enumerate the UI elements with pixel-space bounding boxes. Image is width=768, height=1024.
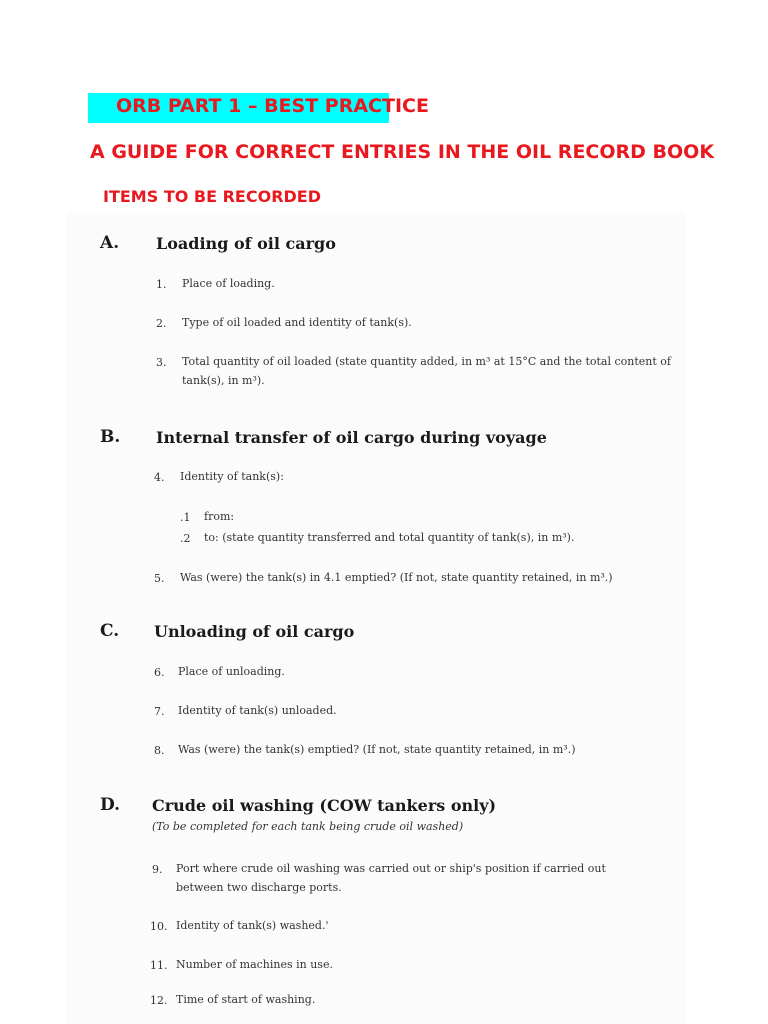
item-number: 4. — [154, 471, 165, 484]
item-number: 11. — [150, 959, 168, 972]
item-number: 3. — [156, 356, 167, 369]
item-text: Identity of tank(s) unloaded. — [178, 704, 337, 717]
item-text: Identity of tank(s): — [180, 470, 284, 483]
section-d-subtitle: (To be completed for each tank being crude oil washed) — [152, 820, 464, 833]
item-text: Place of unloading. — [178, 665, 285, 678]
section-a-title: Loading of oil cargo — [156, 234, 336, 253]
subitem-number: .2 — [180, 532, 191, 545]
section-d-letter: D. — [100, 795, 121, 815]
section-b-letter: B. — [100, 427, 121, 447]
item-text: Time of start of washing. — [176, 993, 316, 1006]
scanned-document — [66, 212, 686, 1024]
item-number: 9. — [152, 863, 163, 876]
page-title: ORB PART 1 – BEST PRACTICE — [116, 95, 429, 117]
item-number: 8. — [154, 744, 165, 757]
subitem-text: from: — [204, 510, 235, 523]
section-d-title: Crude oil washing (COW tankers only) — [152, 796, 497, 815]
guide-heading: A GUIDE FOR CORRECT ENTRIES IN THE OIL RECORD BOOK — [90, 141, 715, 163]
item-number: 5. — [154, 572, 165, 585]
item-text: Identity of tank(s) washed.' — [176, 919, 329, 932]
section-a-letter: A. — [100, 233, 120, 253]
item-number: 6. — [154, 666, 165, 679]
items-heading: ITEMS TO BE RECORDED — [103, 187, 321, 206]
item-number: 2. — [156, 317, 167, 330]
item-text: Port where crude oil washing was carried out or ship's position if carried out between two discharge ports. — [176, 862, 606, 894]
item-text: Place of loading. — [182, 277, 275, 290]
item-number: 10. — [150, 920, 168, 933]
item-text: Total quantity of oil loaded (state quantity added, in m³ at 15°C and the total content of tank(s), in m³). — [182, 355, 671, 387]
item-number: 1. — [156, 278, 167, 291]
item-text: Was (were) the tank(s) emptied? (If not, state quantity retained, in m³.) — [178, 743, 576, 756]
section-b-title: Internal transfer of oil cargo during voyage — [156, 428, 547, 447]
section-c-letter: C. — [100, 621, 120, 641]
subitem-number: .1 — [180, 511, 191, 524]
item-text: Number of machines in use. — [176, 958, 333, 971]
section-c-title: Unloading of oil cargo — [154, 622, 355, 641]
subitem-text: to: (state quantity transferred and total quantity of tank(s), in m³). — [204, 531, 575, 544]
item-number: 7. — [154, 705, 165, 718]
item-text: Type of oil loaded and identity of tank(s). — [182, 316, 412, 329]
item-text: Was (were) the tank(s) in 4.1 emptied? (If not, state quantity retained, in m³.) — [180, 571, 613, 584]
item-number: 12. — [150, 994, 168, 1007]
